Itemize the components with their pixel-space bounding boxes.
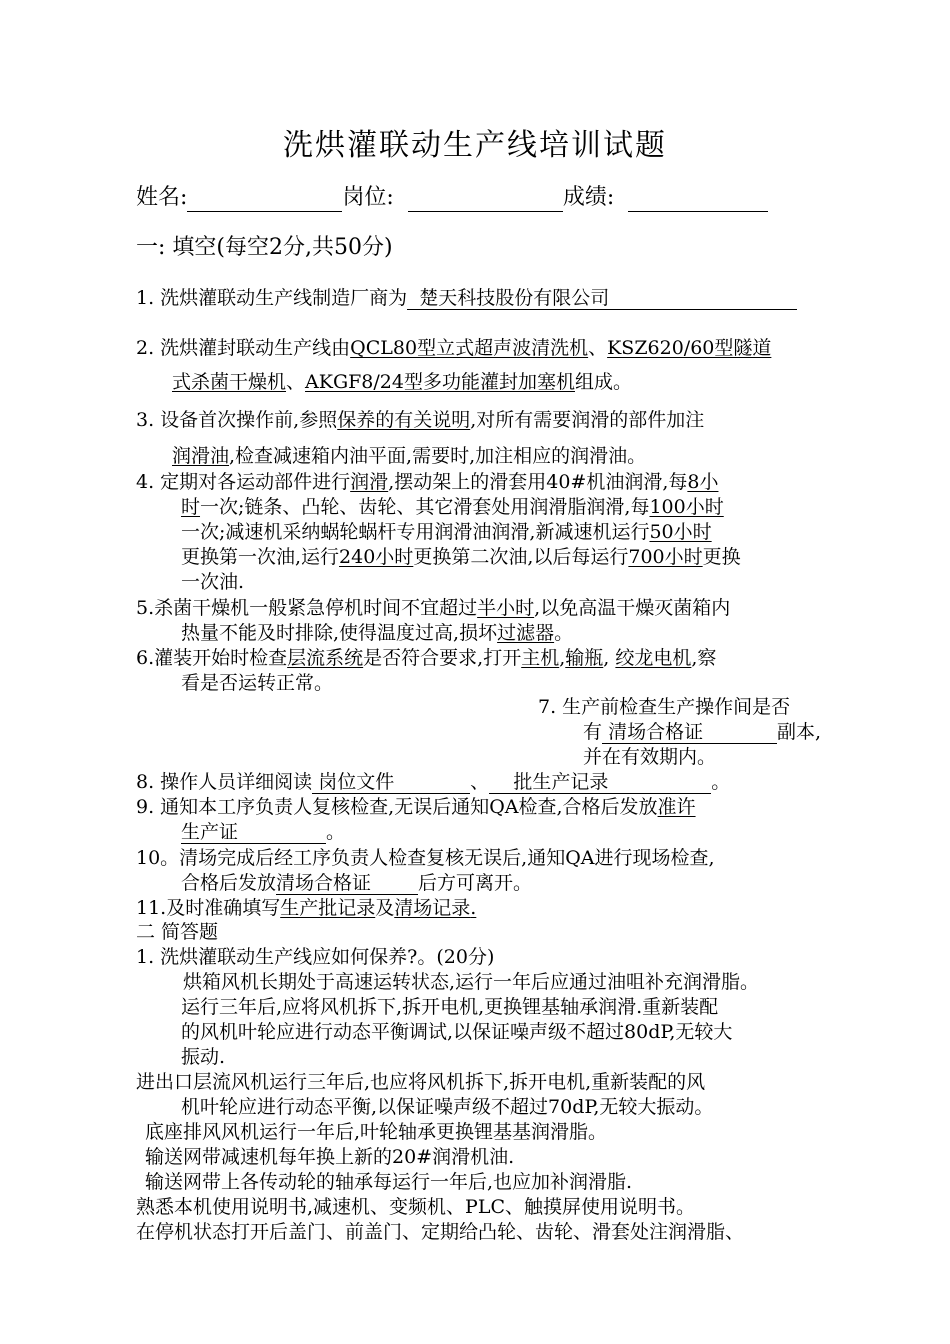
question-2 — [136, 336, 771, 360]
q5-mid: ,以免高温干燥灭菌箱内 — [534, 597, 731, 619]
q9-answer-1a: 准许 — [657, 796, 696, 818]
section2-heading: 二 简答题 — [136, 921, 219, 943]
q9-answer-field[interactable] — [181, 821, 326, 844]
q2-answer-2b: 式杀菌干燥机 — [172, 371, 287, 393]
question-11 — [136, 896, 476, 920]
question-4-line-2 — [181, 495, 724, 519]
q8-answer-1: 岗位文件 — [318, 771, 395, 793]
q3-answer-1: 保养的有关说明 — [337, 409, 471, 431]
answer-line: 底座排风风机运行一年后,叶轮轴承更换锂基基润滑脂。 — [145, 1121, 608, 1143]
question-1 — [136, 286, 797, 310]
answer-line: 振动. — [181, 1046, 226, 1068]
q2-sep-2: 、 — [286, 371, 306, 393]
q4-text-2: ,摆动架上的滑套用40#机油润滑,每 — [388, 471, 688, 493]
question-9 — [136, 795, 696, 819]
q3-text: 3. 设备首次操作前,参照 — [136, 409, 338, 431]
question-4-line-5: 一次油. — [181, 571, 245, 593]
question-4-line-4 — [181, 545, 741, 569]
q7-answer-field[interactable] — [602, 721, 777, 744]
q4-text-6: 更换第二次油,以后每运行 — [413, 546, 629, 568]
q8-answer-field-2[interactable] — [489, 771, 711, 794]
question-7: 7. 生产前检查生产操作间是否 — [538, 696, 791, 718]
question-8 — [136, 770, 730, 794]
q2-sep: 、 — [588, 337, 608, 359]
answer-line: 的风机叶轮应进行动态平衡调试,以保证噪声级不超过80dP,无较大 — [181, 1021, 733, 1043]
q11-suffix: . — [470, 897, 477, 919]
q2-answer-3: AKGF8/24型多功能灌封加塞机 — [305, 371, 575, 393]
q10-answer-field[interactable] — [276, 872, 418, 895]
answer-line: 输送网带上各传动轮的轴承每运行一年后,也应加补润滑脂. — [145, 1171, 633, 1193]
q11-mid: 及 — [375, 897, 395, 919]
question-4 — [136, 470, 718, 494]
q4-answer-6: 700小时 — [628, 546, 703, 568]
q2-text: 2. 洗烘灌封联动生产线由 — [136, 337, 351, 359]
q6-text: 6.灌装开始时检查 — [136, 647, 288, 669]
q4-answer-5: 240小时 — [339, 546, 414, 568]
q2-answer-2a: KSZ620/60型隧道 — [607, 337, 772, 359]
q7-answer: 清场合格证 — [608, 721, 704, 743]
q11-answer-2: 清场记录 — [394, 897, 471, 919]
header-row — [136, 184, 768, 212]
q6-answer-2: 主机 — [521, 647, 560, 669]
q1-answer-field[interactable] — [407, 287, 797, 310]
score-label: 成绩: — [562, 185, 615, 210]
q4-answer-1: 润滑 — [350, 471, 389, 493]
q1-text: 1. 洗烘灌联动生产线制造厂商为 — [136, 287, 408, 309]
q6-answer-3: 输瓶 — [565, 647, 604, 669]
q7-suffix: 副本, — [777, 721, 822, 743]
q2-answer-1: QCL80型立式超声波清洗机 — [350, 337, 589, 359]
q4-text-5: 更换第一次油,运行 — [181, 546, 340, 568]
question-4-line-3 — [181, 520, 712, 544]
answer-line: 烘箱风机长期处于高速运转状态,运行一年后应通过油咀补充润滑脂。 — [183, 971, 760, 993]
q4-answer-2b: 时 — [181, 496, 201, 518]
question-5-cont — [181, 621, 573, 645]
q3-mid: ,对所有需要润滑的部件加注 — [470, 409, 705, 431]
q8-answer-field-1[interactable] — [312, 771, 470, 794]
post-field[interactable] — [408, 189, 563, 212]
q10-text: 合格后发放 — [181, 872, 277, 894]
q5-answer-1: 半小时 — [477, 597, 535, 619]
question-6-cont: 看是否运转正常。 — [181, 672, 334, 694]
q4-text-4: 一次;减速机采纳蜗轮蜗杆专用润滑油润滑,新减速机运行 — [181, 521, 650, 543]
q4-answer-2a: 8小 — [687, 471, 719, 493]
q4-text-3: 一次;链条、凸轮、齿轮、其它滑套处用润滑脂润滑,每 — [200, 496, 650, 518]
section1-heading: 一: 填空(每空2分,共50分) — [136, 235, 393, 260]
q4-text-1: 4. 定期对各运动部件进行 — [136, 471, 351, 493]
q8-text: 8. 操作人员详细阅读 — [136, 771, 313, 793]
question-5 — [136, 596, 730, 620]
q10-suffix: 后方可离开。 — [418, 872, 533, 894]
answer-line: 熟悉本机使用说明书,减速机、变频机、PLC、触摸屏使用说明书。 — [136, 1196, 695, 1218]
question-7-line-2 — [583, 720, 821, 744]
section2-question-1: 1. 洗烘灌联动生产线应如何保养?。(20分) — [136, 946, 495, 968]
q5-answer-2: 过滤器 — [497, 622, 555, 644]
q6-sep-2: , — [603, 647, 616, 669]
answer-line: 运行三年后,应将风机拆下,拆开电机,更换锂基轴承润滑.重新装配 — [181, 996, 719, 1018]
q7-text: 有 — [583, 721, 603, 743]
question-3 — [136, 408, 704, 432]
q6-answer-1: 层流系统 — [287, 647, 364, 669]
q8-sep: 、 — [470, 771, 490, 793]
q3-answer-2: 润滑油 — [172, 445, 230, 467]
q5-suffix: 。 — [554, 622, 574, 644]
q6-mid: 是否符合要求,打开 — [363, 647, 522, 669]
question-2-cont — [172, 370, 632, 394]
q9-text: 9. 通知本工序负责人复核检查,无误后通知QA检查,合格后发放 — [136, 796, 658, 818]
q6-answer-4: 绞龙电机 — [615, 647, 692, 669]
q5-text-2: 热量不能及时排除,使得温度过高,损坏 — [181, 622, 498, 644]
name-label: 姓名: — [136, 185, 188, 210]
q9-suffix: 。 — [326, 821, 346, 843]
q9-answer-1b: 生产证 — [181, 821, 239, 843]
post-label: 岗位: — [342, 185, 394, 210]
question-9-cont — [181, 820, 345, 844]
q4-answer-3: 100小时 — [649, 496, 724, 518]
answer-line: 进出口层流风机运行三年后,也应将风机拆下,拆开电机,重新装配的风 — [136, 1071, 706, 1093]
q8-answer-2: 批生产记录 — [513, 771, 609, 793]
q6-mid-2: ,察 — [691, 647, 717, 669]
score-field[interactable] — [628, 189, 768, 212]
question-10-cont — [181, 871, 532, 895]
q10-answer: 清场合格证 — [276, 872, 372, 894]
q11-answer-1: 生产批记录 — [280, 897, 376, 919]
q8-suffix: 。 — [711, 771, 731, 793]
page-title: 洗烘灌联动生产线培训试题 — [283, 128, 667, 163]
q11-text: 11.及时准确填写 — [136, 897, 281, 919]
question-6 — [136, 646, 716, 670]
question-10: 10。清场完成后经工序负责人检查复核无误后,通知QA进行现场检查, — [136, 847, 715, 869]
name-field[interactable] — [187, 189, 342, 212]
q4-answer-4: 50小时 — [649, 521, 712, 543]
q4-text-7: 更换 — [702, 546, 741, 568]
q2-suffix: 组成。 — [574, 371, 632, 393]
answer-line: 机叶轮应进行动态平衡,以保证噪声级不超过70dP,无较大振动。 — [181, 1096, 714, 1118]
question-7-line-3: 并在有效期内。 — [583, 746, 717, 768]
answer-line: 在停机状态打开后盖门、前盖门、定期给凸轮、齿轮、滑套处注润滑脂、 — [136, 1221, 745, 1243]
answer-line: 输送网带减速机每年换上新的20#润滑机油. — [145, 1146, 515, 1168]
question-3-cont — [172, 444, 646, 468]
q1-answer: 楚天科技股份有限公司 — [419, 287, 610, 309]
q3-suffix: ,检查减速箱内油平面,需要时,加注相应的润滑油。 — [229, 445, 647, 467]
q6-sep-1: , — [559, 647, 566, 669]
q5-text: 5.杀菌干燥机一般紧急停机时间不宜超过 — [136, 597, 478, 619]
